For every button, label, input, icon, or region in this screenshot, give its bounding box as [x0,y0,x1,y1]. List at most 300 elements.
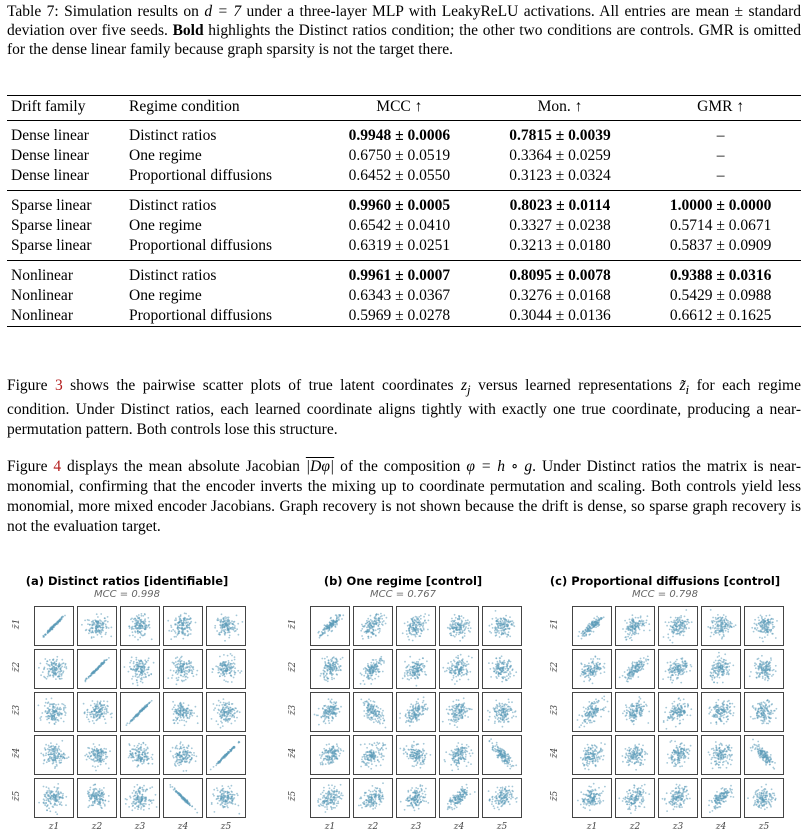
scatter-point [180,794,182,796]
scatter-point [381,618,383,620]
scatter-point [153,799,155,801]
scatter-point [52,745,54,747]
scatter-point [52,659,54,661]
scatter-point [513,622,515,624]
scatter-point [222,758,224,760]
scatter-point [451,668,453,670]
scatter-point [102,754,104,756]
scatter-point [375,674,377,676]
scatter-point [451,666,453,668]
scatter-point [148,674,150,676]
scatter-point [63,662,65,664]
scatter-point [325,664,327,666]
scatter-point [233,627,235,629]
scatter-point [506,636,508,638]
scatter-point [61,740,63,742]
scatter-point [105,625,107,627]
scatter-cell [34,692,74,732]
scatter-point [224,626,226,628]
scatter-point [235,630,237,632]
scatter-point [45,710,47,712]
scatter-point [184,749,186,751]
scatter-point [498,630,500,632]
scatter-point [186,758,188,760]
scatter-point [141,613,143,615]
scatter-point [141,763,143,765]
scatter-point [458,617,460,619]
scatter-point [55,746,57,748]
scatter-point [428,620,430,622]
scatter-point [182,676,184,678]
scatter-point [370,636,372,638]
scatter-point [458,672,460,674]
scatter-cell [163,778,203,818]
scatter-point [91,751,93,753]
scatter-point [179,759,181,761]
scatter-point [416,632,418,634]
scatter-point [187,621,189,623]
scatter-point [60,717,62,719]
scatter-point [61,675,63,677]
scatter-point [364,625,366,627]
scatter-point [229,635,231,637]
scatter-point [424,671,426,673]
scatter-point [148,624,150,626]
header-drift-family: Drift family [7,96,129,121]
scatter-point [180,668,182,670]
scatter-point [49,710,51,712]
scatter-point [62,793,64,795]
scatter-point [457,668,459,670]
scatter-point [132,676,134,678]
scatter-point [91,797,93,799]
scatter-point [190,622,192,624]
scatter-point [182,638,184,640]
scatter-point [195,622,197,624]
scatter-point [418,628,420,630]
scatter-point [229,802,231,804]
scatter-point [132,805,134,807]
scatter-point [105,751,107,753]
scatter-point [420,664,422,666]
scatter-point [56,743,58,745]
scatter-point [181,719,183,721]
scatter-cell [34,649,74,689]
scatter-point [50,802,52,804]
scatter-plot [311,607,349,645]
scatter-point [55,704,57,706]
scatter-point [44,759,46,761]
scatter-point [417,677,419,679]
scatter-point [415,678,417,680]
scatter-point [224,676,226,678]
scatter-point [53,758,55,760]
scatter-point [173,713,175,715]
scatter-point [176,748,178,750]
cell-mon: 0.3213 ± 0.0180 [480,236,641,261]
scatter-plot [121,650,159,688]
scatter-point [140,756,142,758]
scatter-point [449,671,451,673]
scatter-point [96,799,98,801]
scatter-point [143,760,145,762]
scatter-point [222,788,224,790]
scatter-point [185,673,187,675]
scatter-point [407,678,409,680]
scatter-plot [207,693,245,731]
scatter-point [367,663,369,665]
scatter-point [148,763,150,765]
scatter-point [503,660,505,662]
scatter-point [179,752,181,754]
scatter-point [139,631,141,633]
scatter-point [48,715,50,717]
scatter-point [378,632,380,634]
scatter-point [142,682,144,684]
scatter-point [466,661,468,663]
cell-family: Nonlinear [7,306,129,327]
scatter-point [216,787,218,789]
scatter-point [144,664,146,666]
scatter-point [419,659,421,661]
scatter-point [58,747,60,749]
scatter-point [231,627,233,629]
scatter-point [105,754,107,756]
scatter-point [419,626,421,628]
scatter-point [126,722,128,724]
scatter-point [378,668,380,670]
scatter-point [182,715,184,717]
scatter-point [459,679,461,681]
scatter-point [133,663,135,665]
scatter-point [142,752,144,754]
scatter-point [447,662,449,664]
scatter-point [139,619,141,621]
scatter-point [180,621,182,623]
scatter-point [138,791,140,793]
scatter-point [92,794,94,796]
scatter-point [327,668,329,670]
table-row [7,286,801,306]
scatter-point [364,683,366,685]
scatter-point [233,629,235,631]
scatter-point [45,744,47,746]
scatter-point [170,638,172,640]
scatter-point [379,628,381,630]
scatter-point [335,662,337,664]
scatter-point [175,632,177,634]
scatter-point [133,802,135,804]
scatter-point [179,667,181,669]
scatter-point [99,709,101,711]
scatter-point [184,724,186,726]
scatter-point [224,661,226,663]
scatter-point [408,624,410,626]
scatter-point [49,705,51,707]
scatter-point [496,630,498,632]
scatter-point [170,786,172,788]
scatter-cell [439,649,479,689]
scatter-point [495,676,497,678]
scatter-point [331,660,333,662]
scatter-point [495,634,497,636]
scatter-point [410,677,412,679]
scatter-point [137,714,139,716]
scatter-point [93,636,95,638]
scatter-point [189,756,191,758]
scatter-point [450,632,452,634]
scatter-point [230,749,232,751]
scatter-point [490,676,492,678]
scatter-point [338,618,340,620]
scatter-point [108,801,110,803]
scatter-point [141,800,143,802]
scatter-point [136,784,138,786]
scatter-point [175,671,177,673]
scatter-point [135,749,137,751]
scatter-point [216,720,218,722]
scatter-point [335,669,337,671]
scatter-point [86,754,88,756]
p2-math-jacobian: |Dφ| [305,458,335,475]
scatter-point [131,803,133,805]
scatter-point [90,713,92,715]
figure-4-link[interactable]: 4 [53,458,62,475]
scatter-point [52,795,54,797]
scatter-cell [77,649,117,689]
scatter-point [190,712,192,714]
scatter-point [335,715,337,717]
scatter-point [86,629,88,631]
scatter-point [48,746,50,748]
scatter-point [232,803,234,805]
scatter-point [179,661,181,663]
scatter-point [237,623,239,625]
scatter-point [182,750,184,752]
scatter-point [379,660,381,662]
scatter-point [102,630,104,632]
scatter-point [128,671,130,673]
scatter-point [228,792,230,794]
scatter-point [102,715,104,717]
scatter-point [107,616,109,618]
scatter-point [409,674,411,676]
scatter-point [87,756,89,758]
scatter-point [97,718,99,720]
scatter-point [101,759,103,761]
scatter-point [46,809,48,811]
scatter-plot [354,650,392,688]
scatter-point [495,632,497,634]
scatter-point [455,622,457,624]
scatter-point [94,746,96,748]
scatter-point [383,620,385,622]
scatter-point [179,743,181,745]
scatter-point [97,620,99,622]
scatter-point [44,804,46,806]
scatter-point [377,625,379,627]
scatter-point [370,619,372,621]
scatter-point [338,666,340,668]
cell-regime: Distinct ratios [129,197,217,214]
scatter-point [218,667,220,669]
scatter-plot [483,650,521,688]
scatter-point [57,714,59,716]
scatter-point [47,702,49,704]
scatter-point [89,805,91,807]
scatter-point [170,669,172,671]
scatter-point [104,718,106,720]
scatter-point [57,622,59,624]
scatter-point [95,624,97,626]
scatter-point [227,621,229,623]
scatter-point [511,669,513,671]
scatter-point [54,719,56,721]
scatter-point [334,666,336,668]
figure-3-link[interactable]: 3 [54,377,63,394]
scatter-point [409,630,411,632]
scatter-point [94,717,96,719]
scatter-point [184,612,186,614]
scatter-point [104,800,106,802]
scatter-point [172,747,174,749]
scatter-point [100,633,102,635]
scatter-point [191,747,193,749]
scatter-point [145,676,147,678]
scatter-point [330,701,332,703]
scatter-point [190,663,192,665]
scatter-point [187,717,189,719]
scatter-point [378,676,380,678]
scatter-point [319,635,321,637]
scatter-point [193,712,195,714]
scatter-point [139,799,141,801]
scatter-point [417,668,419,670]
header-mon: Mon. ↑ [480,96,641,121]
scatter-point [195,760,197,762]
scatter-point [402,678,404,680]
scatter-point [47,660,49,662]
scatter-point [422,671,424,673]
scatter-point [98,716,100,718]
scatter-point [363,675,365,677]
scatter-point [177,671,179,673]
scatter-point [181,756,183,758]
scatter-point [176,754,178,756]
scatter-point [498,623,500,625]
scatter-point [465,673,467,675]
scatter-point [188,745,190,747]
scatter-point [139,674,141,676]
scatter-point [188,661,190,663]
scatter-point [228,703,230,705]
scatter-point [228,708,230,710]
scatter-point [414,670,416,672]
scatter-point [94,798,96,800]
cell-family: Sparse linear [11,197,92,214]
table-row [7,191,801,217]
scatter-point [176,656,178,658]
p1-math-z [460,377,471,398]
scatter-point [455,657,457,659]
scatter-point [177,763,179,765]
scatter-point [324,661,326,663]
scatter-point [50,704,52,706]
scatter-point [336,674,338,676]
scatter-point [185,666,187,668]
scatter-point [89,624,91,626]
scatter-point [367,669,369,671]
scatter-point [98,791,100,793]
scatter-point [51,698,53,700]
scatter-point [180,706,182,708]
scatter-point [96,630,98,632]
scatter-point [325,675,327,677]
scatter-point [132,792,134,794]
scatter-point [453,659,455,661]
scatter-point [105,624,107,626]
scatter-point [187,750,189,752]
scatter-point [502,678,504,680]
scatter-point [407,665,409,667]
scatter-point [99,796,101,798]
x-axis-label: z5 [220,822,232,832]
scatter-point [176,683,178,685]
scatter-point [226,625,228,627]
cell-gmr: 0.6612 ± 0.1625 [640,306,801,327]
scatter-point [137,628,139,630]
scatter-point [99,619,101,621]
scatter-point [338,669,340,671]
scatter-plot [440,650,478,688]
cell-gmr: – [640,166,801,191]
scatter-point [234,659,236,661]
scatter-point [66,757,68,759]
cell-mcc: 0.6452 ± 0.0550 [319,166,480,191]
scatter-plot [207,736,245,774]
scatter-point [100,798,102,800]
results-table [7,95,801,327]
scatter-point [100,704,102,706]
cell-regime: One regime [129,147,202,164]
scatter-point [145,629,147,631]
header-mcc: MCC ↑ [319,96,480,121]
scatter-point [496,671,498,673]
scatter-point [452,627,454,629]
scatter-point [460,654,462,656]
scatter-point [193,752,195,754]
scatter-point [103,751,105,753]
scatter-point [220,631,222,633]
scatter-point [503,672,505,674]
scatter-point [495,657,497,659]
y-axis-label: z̃3 [288,704,298,716]
scatter-point [456,632,458,634]
scatter-point [145,799,147,801]
scatter-point [218,709,220,711]
scatter-point [136,802,138,804]
scatter-point [142,626,144,628]
scatter-point [105,620,107,622]
scatter-point [503,626,505,628]
scatter-point [406,630,408,632]
scatter-point [228,625,230,627]
scatter-point [111,717,113,719]
scatter-point [367,618,369,620]
scatter-point [409,669,411,671]
scatter-point [129,666,131,668]
scatter-point [135,657,137,659]
